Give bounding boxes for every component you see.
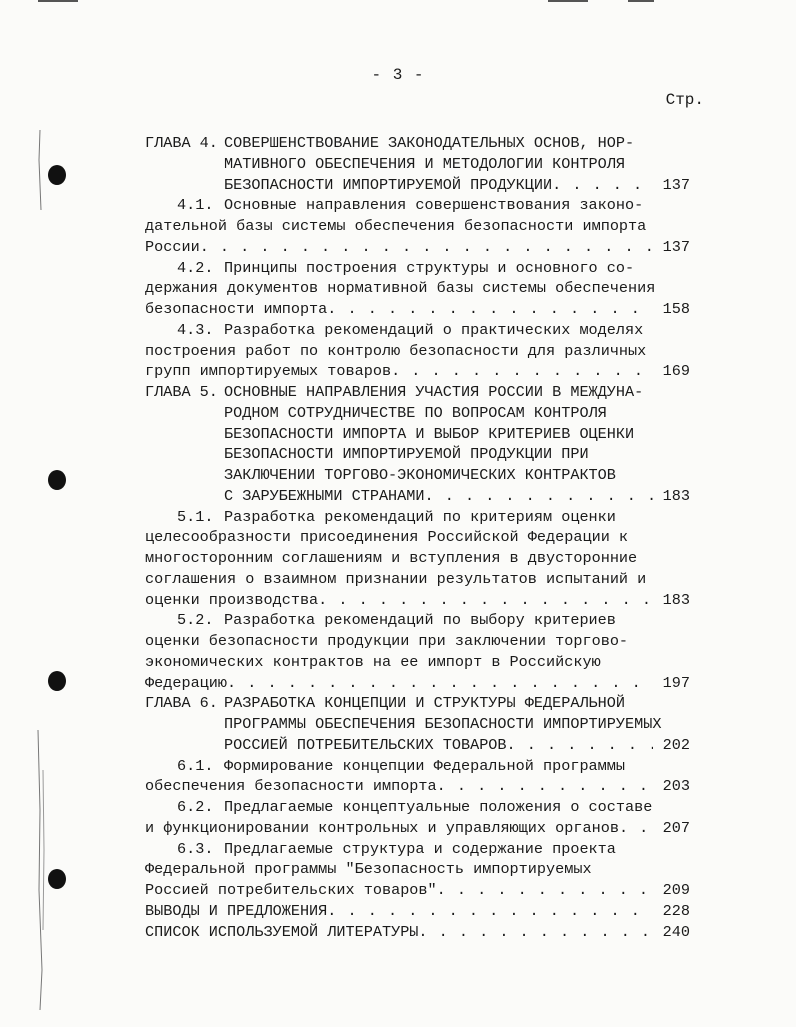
toc-page-number: 183 xyxy=(662,590,690,609)
toc-page-number: 228 xyxy=(662,901,690,920)
toc-page-number: 137 xyxy=(662,175,690,194)
toc-entry-text: ОСНОВНЫЕ НАПРАВЛЕНИЯ УЧАСТИЯ РОССИИ В МЕЖДУНА- xyxy=(224,383,644,401)
section-number: 4.2. xyxy=(177,258,214,277)
toc-page-number: 137 xyxy=(662,237,690,256)
toc-entry-text: безопасности импорта xyxy=(145,300,328,318)
toc-entry-line xyxy=(145,361,690,381)
toc-page-number: 203 xyxy=(662,777,690,796)
dot-leader xyxy=(327,901,652,921)
toc-entry-text: экономических контрактов на ее импорт в Российскую xyxy=(145,652,601,671)
toc-entry-line xyxy=(145,590,690,610)
toc-entry-text: Предлагаемые структура и содержание проекта xyxy=(224,839,616,858)
dot-leader xyxy=(619,818,653,838)
toc-entry-text: России xyxy=(145,237,200,256)
toc-entry-text: РОССИЕЙ ПОТРЕБИТЕЛЬСКИХ ТОВАРОВ xyxy=(224,735,507,754)
toc-page-number: 183 xyxy=(662,486,690,505)
toc-entry-text: Разработка рекомендаций о практических моделях xyxy=(224,320,644,339)
toc-entry-text: СОВЕРШЕНСТВОВАНИЕ ЗАКОНОДАТЕЛЬНЫХ ОСНОВ, НОР- xyxy=(224,134,635,152)
toc-entry-text: МАТИВНОГО ОБЕСПЕЧЕНИЯ И МЕТОДОЛОГИИ КОНТРОЛЯ xyxy=(224,154,626,173)
toc-entry-text: Формирование концепции Федеральной программы xyxy=(224,756,626,775)
toc-entry-line xyxy=(145,673,690,693)
toc-entry-text: РАЗРАБОТКА КОНЦЕПЦИИ И СТРУКТУРЫ ФЕДЕРАЛЬНОЙ xyxy=(224,694,626,713)
section-number: 4.3. xyxy=(177,320,214,339)
toc-entry-text: ПРОГРАММЫ ОБЕСПЕЧЕНИЯ БЕЗОПАСНОСТИ ИМПОРТИРУЕМЫХ xyxy=(224,715,662,733)
section-number: 5.1. xyxy=(177,507,214,526)
toc-entry-text: Федерацию xyxy=(145,673,228,692)
toc-entry-text: Предлагаемые концептуальные положения о составе xyxy=(224,798,653,816)
toc-entry-text: Разработка рекомендаций по выбору критериев xyxy=(224,611,616,630)
toc-entry-text: Принципы построения структуры и основного со- xyxy=(224,258,635,277)
section-number: 6.1. xyxy=(177,756,214,775)
toc-entry-line xyxy=(145,818,690,838)
toc-entry-text: и функционировании контрольных и управляющих органов xyxy=(145,818,619,837)
toc-entry-text: Основные направления совершенствования законо- xyxy=(224,196,644,215)
section-number: 6.3. xyxy=(177,839,214,858)
toc-entry-text: БЕЗОПАСНОСТИ ИМПОРТА И ВЫБОР КРИТЕРИЕВ ОЦЕНКИ xyxy=(224,424,635,443)
toc-entry-line xyxy=(145,901,690,921)
toc-entry-text: СПИСОК ИСПОЛЬЗУЕМОЙ ЛИТЕРАТУРЫ xyxy=(145,922,419,941)
toc-entry-text: оценки производства xyxy=(145,590,319,609)
toc-page-number: 209 xyxy=(662,881,690,899)
section-number: 6.2. xyxy=(177,798,214,816)
toc-entry-line xyxy=(224,735,690,755)
toc-entry-line xyxy=(145,299,690,319)
toc-entry-text: дательной базы системы обеспечения безопасности импорта xyxy=(145,217,647,235)
dot-leader xyxy=(418,922,652,942)
chapter-label: ГЛАВА 5. xyxy=(145,383,218,401)
toc-page-number: 169 xyxy=(662,362,690,381)
dot-leader xyxy=(552,175,653,195)
page-number: - 3 - xyxy=(371,66,425,84)
page-column-label: Стр. xyxy=(665,91,704,109)
toc-entry-line xyxy=(145,880,690,900)
toc-entry-line xyxy=(145,922,690,942)
dot-leader xyxy=(327,299,652,319)
toc-entry-line xyxy=(145,776,690,796)
toc-page-number: 158 xyxy=(662,300,690,318)
toc-entry-text: целесообразности присоединения Российской Федерации к xyxy=(145,528,629,547)
toc-entry-text: Разработка рекомендаций по критериям оценки xyxy=(224,507,616,526)
section-number: 4.1. xyxy=(177,196,214,215)
chapter-label: ГЛАВА 6. xyxy=(145,694,218,713)
toc-page-number: 240 xyxy=(662,922,690,941)
toc-entry-text: многосторонним соглашениям и вступления в двусторонние xyxy=(145,549,638,567)
toc-entry-text: ЗАКЛЮЧЕНИИ ТОРГОВО-ЭКОНОМИЧЕСКИХ КОНТРАКТОВ xyxy=(224,466,616,484)
toc-page-number: 202 xyxy=(662,735,690,754)
toc-entry-text: ВЫВОДЫ И ПРЕДЛОЖЕНИЯ xyxy=(145,901,328,920)
toc-entry-line xyxy=(224,175,690,195)
toc-entry-text: РОДНОМ СОТРУДНИЧЕСТВЕ ПО ВОПРОСАМ КОНТРОЛЯ xyxy=(224,403,607,422)
dot-leader xyxy=(318,590,652,610)
dot-leader xyxy=(200,237,653,257)
toc-entry-text: соглашения о взаимном признании результатов испытаний и xyxy=(145,569,647,588)
dot-leader xyxy=(507,735,653,755)
chapter-label: ГЛАВА 4. xyxy=(145,134,218,152)
toc-entry-text: построения работ по контролю безопасности для различных xyxy=(145,341,647,360)
dot-leader xyxy=(391,361,653,381)
toc-entry-text: оценки безопасности продукции при заключении торгово- xyxy=(145,632,629,650)
dot-leader xyxy=(227,673,653,693)
toc-entry-text: БЕЗОПАСНОСТИ ИМПОРТИРУЕМОЙ ПРОДУКЦИИ ПРИ xyxy=(224,445,589,464)
toc-entry-text: С ЗАРУБЕЖНЫМИ СТРАНАМИ xyxy=(224,486,425,505)
toc-page-number: 197 xyxy=(662,673,690,692)
toc-entry-text: обеспечения безопасности импорта xyxy=(145,777,437,796)
toc-entry-text: групп импортируемых товаров xyxy=(145,362,392,381)
toc-entry-line xyxy=(224,486,690,506)
toc-page-number: 207 xyxy=(662,818,690,837)
dot-leader xyxy=(425,486,653,506)
dot-leader xyxy=(437,776,653,796)
toc-entry-text: Россией потребительских товаров" xyxy=(145,881,437,899)
section-number: 5.2. xyxy=(177,611,214,630)
toc-entry-text: Федеральной программы "Безопасность импортируемых xyxy=(145,860,592,879)
toc-entry-line xyxy=(145,237,690,257)
toc-entry-text: БЕЗОПАСНОСТИ ИМПОРТИРУЕМОЙ ПРОДУКЦИИ xyxy=(224,175,553,194)
dot-leader xyxy=(437,880,653,900)
toc-entry-text: держания документов нормативной базы системы обеспечения xyxy=(145,279,656,298)
